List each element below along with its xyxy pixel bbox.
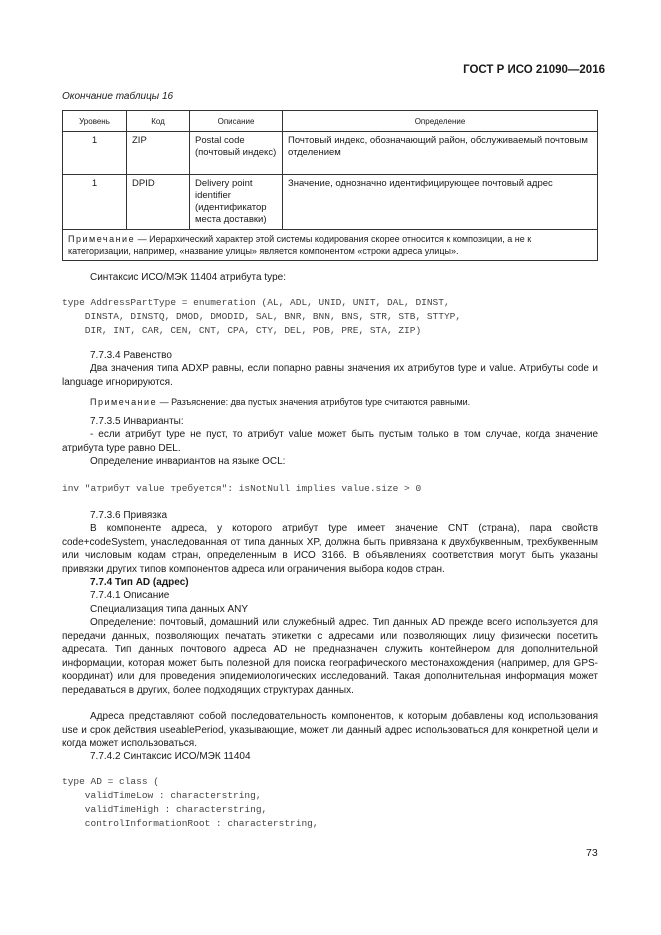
syntax-intro: Синтаксис ИСО/МЭК 11404 атрибута type: (90, 272, 286, 283)
specialization-text: Специализация типа данных ANY (90, 604, 249, 615)
table-note (63, 230, 598, 261)
code-cell: DPID (127, 175, 190, 230)
column-header: Код (127, 111, 190, 132)
definition-cell: Почтовый индекс, обозначающий район, обслуживаемый почтовым отделением (283, 132, 598, 175)
note-label: Примечание (68, 234, 136, 244)
table-header-row (63, 111, 598, 132)
ocl-intro: Определение инвариантов на языке OCL: (90, 456, 286, 467)
table-note-row (63, 230, 598, 261)
definition-cell: Значение, однозначно идентифицирующее почтовый адрес (283, 175, 598, 230)
section-7-7-3-5-text: - если атрибут type не пуст, то атрибут value может быть пустым только в том случае, когда значение атрибута type равно DEL. (62, 429, 598, 454)
column-header: Уровень (63, 111, 127, 132)
table-16 (62, 110, 598, 261)
column-header: Описание (190, 111, 283, 132)
components-paragraph: Адреса представляют собой последовательность компонентов, к которым добавлены код использования use и срок действия useablePeriod, указывающие, может ли данный адрес использоваться для конкретной цели и когда может использоваться. (62, 711, 598, 749)
level-cell: 1 (63, 175, 127, 230)
column-header: Определение (283, 111, 598, 132)
section-7-7-4-2-title: 7.7.4.2 Синтаксис ИСО/МЭК 11404 (90, 751, 251, 762)
table-row (63, 175, 598, 230)
code-cell: ZIP (127, 132, 190, 175)
code-ocl-invariant: inv "атрибут value требуется": isNotNull implies value.size > 0 (62, 483, 422, 494)
description-cell: Delivery point identifier (идентификатор места доставки) (190, 175, 283, 230)
note-text: — Иерархический характер этой системы кодирования скорее относится к композиции, а не к категоризации, например, «название улицы» является компонентом «строки адреса улицы». (68, 234, 532, 256)
document-code: ГОСТ Р ИСО 21090—2016 (463, 64, 605, 76)
description-cell: Postal code (почтовый индекс) (190, 132, 283, 175)
note-text: — Разъяснение: два пустых значения атрибутов type считаются равными. (157, 397, 471, 407)
code-ad-class: type AD = class ( validTimeLow : characterstring, validTimeHigh : characterstring, controlInformationRoot : characterstring, (62, 776, 319, 829)
page-number: 73 (586, 847, 598, 859)
level-cell: 1 (63, 132, 127, 175)
section-7-7-3-4-text: Два значения типа ADXP равны, если попарно равны значения их атрибутов type и value. Атрибуты code и language игнорируются. (62, 363, 598, 388)
section-7-7-3-6-text: В компоненте адреса, у которого атрибут type имеет значение CNT (страна), пара свойств code+codeSystem, унаследованная от типа данных XP, должна быть привязана к двухбуквенным, трехбуквенным или числовым кодам стран, определенным в ИСО 3166. В объявлениях соответствия могут быть указаны привязки других типов компонентов адреса или ограничения выбора кодов стран. (62, 523, 598, 575)
section-7-7-3-4-title: 7.7.3.4 Равенство (90, 350, 172, 361)
table-row (63, 132, 598, 175)
section-7-7-4-1-title: 7.7.4.1 Описание (90, 590, 170, 601)
section-7-7-4-title: 7.7.4 Тип AD (адрес) (90, 577, 189, 588)
code-address-part-type: type AddressPartType = enumeration (AL, ADL, UNID, UNIT, DAL, DINST, DINSTA, DINSTQ, DMOD, DMODID, SAL, BNR, BNN, BNS, STR, STB, STTYP, DIR, INT, CAR, CEN, CNT, CPA, CTY, DEL, POB, PRE, STA, ZIP) (62, 297, 462, 336)
section-7-7-3-5-title: 7.7.3.5 Инварианты: (90, 416, 184, 427)
table-caption: Окончание таблицы 16 (62, 91, 174, 102)
section-7-7-3-4-note (90, 397, 470, 407)
section-7-7-3-6-title: 7.7.3.6 Привязка (90, 510, 168, 521)
note-label: Примечание (90, 397, 158, 407)
definition-paragraph: Определение: почтовый, домашний или служебный адрес. Тип данных AD прежде всего используется для передачи данных, позволяющих печатать этикетки с адресами или позволяющих лицу физически посетить адресата. Тип данных почтового адреса AD не предназначен служить контейнером для дополнительной информации, которая может быть полезной для поиска географического местонахождения (например, для GPS-координат) или для проведения эпидемиологических исследований. Такая дополнительная информация может передаваться в других, более подходящих структурах данных. (62, 617, 598, 696)
